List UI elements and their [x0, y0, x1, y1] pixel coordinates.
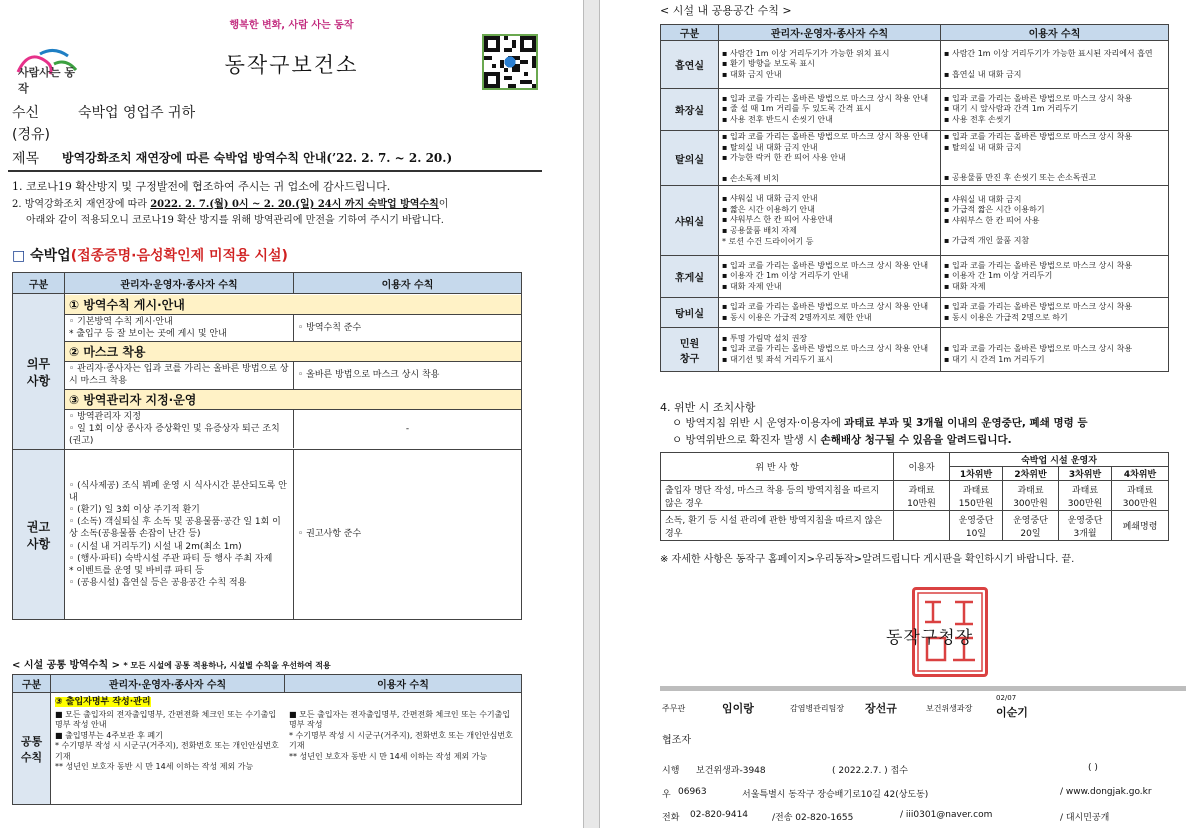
common-content: [51, 693, 522, 805]
facility-row: [661, 186, 1169, 256]
col-gubun: 구분: [13, 273, 65, 294]
enforce-value: 보건위생과-3948: [696, 766, 766, 776]
zip: 06963: [678, 787, 707, 797]
facility-user-item: [944, 163, 1165, 173]
duty-title-1: ① 방역수칙 게시·안내: [65, 295, 521, 314]
facility-table: [660, 24, 1169, 372]
facility-row-label: 탕비실: [661, 298, 719, 328]
pen-row2-v3: 운영중단 3개월: [1059, 511, 1112, 541]
facility-manager-item: ▪ 입과 코를 가리는 올바른 방법으로 마스크 상시 착용 안내: [722, 344, 929, 354]
facility-manager-item: ▪ 줄 설 때 1m 거리를 두 있도록 간격 표시: [722, 104, 872, 114]
pen-col-2: 2차위반: [1003, 467, 1059, 481]
facility-manager-item: ▪ 짧은 시간 이용하기 안내: [722, 204, 815, 214]
tel-label: 전화: [662, 813, 680, 823]
facility-manager-cell: [719, 328, 941, 372]
page-divider: [583, 0, 600, 828]
facility-manager-item: ▪ 대화 금지 안내: [722, 69, 782, 79]
contact-line: [662, 810, 1182, 824]
recommend-item: ◦ (식사제공) 조식 뷔페 운영 시 식사시간 분산되도록 안내: [69, 480, 287, 503]
facility-manager-item: * 로션 수건 드라이어기 등: [722, 236, 814, 246]
enforce-label: 시행: [662, 766, 680, 776]
common-col-gubun: 구분: [13, 675, 51, 693]
facility-user-item: ▪ 입과 코를 가리는 올바른 방법으로 마스크 상시 착용: [944, 302, 1133, 312]
facility-user-item: [944, 153, 1165, 163]
facility-user-cell: [941, 328, 1169, 372]
duty-item: ◦ 방역관리자 지정: [69, 411, 141, 422]
facility-user-item: ▪ 사용 전후 손씻기: [944, 114, 1012, 124]
recommend-item: * 이벤트를 운영 및 바비큐 파티 등: [69, 565, 204, 576]
facility-user-item: ▪ 입과 코를 가리는 올바른 방법으로 마스크 상시 착용: [944, 93, 1133, 103]
common-manager-item: ■ 모든 출입자의 전자출입명부, 간편전화 체크인 또는 수기출입명부 작성 안내: [55, 710, 277, 730]
facility-row-label: 민원 창구: [661, 328, 719, 372]
common-manager-item: ■ 출입명부는 4주보관 후 폐기: [55, 730, 163, 740]
duty-user-1: ◦ 방역수칙 준수: [298, 323, 362, 334]
common-table: [12, 674, 522, 805]
duty-user-3: -: [405, 423, 410, 434]
facility-user-item: ▪ 대기 시 간격 1m 거리두기: [944, 354, 1045, 364]
pen-row1-v4: 과태료 300만원: [1112, 481, 1169, 511]
facility-row-label: 휴게실: [661, 256, 719, 298]
facility-user-item: ▪ 입과 코를 가리는 올바른 방법으로 마스크 상시 착용: [944, 260, 1133, 270]
facility-col-manager: 관리자·운영자·종사자 수칙: [719, 25, 941, 41]
recommend-label: 권고 사항: [13, 450, 65, 620]
facility-manager-cell: [719, 298, 941, 328]
address-line: [662, 787, 1182, 801]
facility-user-item: [944, 226, 1165, 236]
recommend-item: ◦ (공용시설) 흡연실 등은 공용공간 수칙 적용: [69, 577, 247, 588]
facility-user-cell: [941, 256, 1169, 298]
logo-text: 사람사는 동작: [18, 66, 75, 95]
violation-2-lead: ㅇ 방역위반으로 확진자 발생 시: [672, 434, 821, 446]
recommend-item: ◦ (시설 내 거리두기) 시설 내 2m(최소 1m): [69, 541, 242, 552]
facility-row: [661, 256, 1169, 298]
facility-manager-item: ▪ 가능한 락커 한 칸 띄어 사용 안내: [722, 153, 846, 163]
fax: /전송 02-820-1655: [772, 813, 854, 823]
sign-name-2: 장선규: [865, 702, 897, 715]
paragraph-2-continued: 아래와 같이 적용되오니 코로나19 확산 방지를 위해 방역관리에 만전을 기하여 주시기 바랍니다.: [26, 215, 444, 226]
recipient: 숙박업 영업주 귀하: [78, 105, 196, 121]
facility-user-item: ▪ 입과 코를 가리는 올바른 방법으로 마스크 상시 착용: [944, 132, 1133, 142]
facility-row: [661, 41, 1169, 89]
sign-date: 02/07: [996, 694, 1017, 702]
tel: 02-820-9414: [690, 810, 749, 820]
facility-user-item: ▪ 샤워실 내 대화 금지: [944, 194, 1022, 204]
facility-manager-cell: [719, 41, 941, 89]
duty-item: ◦ 관리자·종사자는 입과 코를 가리는 올바른 방법으로 상시 마스크 착용: [65, 362, 294, 388]
facility-user-item: ▪ 사람간 1m 이상 거리두기가 가능한 표시된 자리에서 흡연: [944, 48, 1153, 58]
email: / iii0301@naver.com: [900, 810, 993, 820]
col-user: 이용자 수칙: [294, 273, 522, 294]
violation-2-emph: 손해배상 청구될 수 있음을 알려드립니다.: [820, 434, 1012, 446]
common-subtitle: ③ 출입자명부 작성·관리: [55, 697, 151, 707]
recommend-user: ◦ 권고사항 준수: [294, 450, 522, 620]
common-col-user: 이용자 수칙: [285, 675, 522, 693]
facility-user-item: ▪ 가급적 짧은 시간 이용하기: [944, 205, 1045, 215]
document-page-right: [600, 0, 1194, 828]
common-user-item: * 수기명부 작성 시 시군구(거주지), 전화번호 또는 개인안심번호 기재: [289, 730, 513, 751]
qr-code: [482, 34, 538, 90]
facility-manager-item: ▪ 이용자 간 1m 이상 거리두기 안내: [722, 271, 849, 281]
facility-user-item: ▪ 동시 이용은 가급적 2명으로 하기: [944, 312, 1068, 322]
section-heading: [12, 245, 288, 265]
common-note: * 모든 시설에 공통 적용하나, 시설별 수칙을 우선하여 적용: [123, 661, 331, 670]
facility-manager-item: ▪ 샤워실 내 대화 금지 안내: [722, 194, 818, 204]
facility-col-user: 이용자 수칙: [941, 25, 1169, 41]
facility-manager-item: ▪ 투명 가림막 설치 권장: [722, 333, 808, 343]
facility-user-item: ▪ 흡연실 내 대화 금지: [944, 69, 1022, 79]
signature-rule: [660, 686, 1186, 691]
facility-manager-item: ▪ 입과 코를 가리는 올바른 방법으로 마스크 상시 착용 안내: [722, 132, 929, 141]
facility-user-item: ▪ 이용자 간 1m 이상 거리두기: [944, 271, 1053, 281]
facility-user-item: ▪ 대화 자제: [944, 281, 986, 291]
duty-title-3: ③ 방역관리자 지정·운영: [65, 390, 521, 409]
facility-manager-item: ▪ 입과 코를 가리는 올바른 방법으로 마스크 상시 착용 안내: [722, 302, 929, 312]
pen-row2-desc: 소독, 환기 등 시설 관리에 관한 방역지침을 따르지 않은 경우: [661, 511, 894, 541]
facility-col-gubun: 구분: [661, 25, 719, 41]
facility-manager-cell: [719, 89, 941, 131]
facility-manager-cell: [719, 256, 941, 298]
violation-1-lead: ㅇ 방역지침 위반 시 운영자·이용자에: [672, 417, 845, 429]
via: (경유): [12, 127, 50, 143]
facility-row: [661, 298, 1169, 328]
website: / www.dongjak.go.kr: [1060, 787, 1152, 797]
facility-manager-item: ▪ 입과 코를 가리는 올바른 방법으로 마스크 상시 착용 안내: [722, 93, 929, 103]
facility-user-cell: [941, 89, 1169, 131]
facility-user-item: ▪ 공용물품 만진 후 손씻기 또는 손소독권고: [944, 173, 1097, 183]
pen-row1-v3: 과태료 300만원: [1059, 481, 1112, 511]
pen-row1-desc: 출입자 명단 작성, 마스크 착용 등의 방역지침을 따르지 않은 경우: [661, 481, 894, 511]
cooperator: 협조자: [662, 735, 691, 746]
paragraph-2-lead: 2. 방역강화조치 재연장에 따라: [12, 199, 151, 210]
rules-table-header: [13, 273, 522, 294]
disclosure: / 대시민공개: [1060, 813, 1110, 823]
common-manager-item: ** 성년인 보호자 동반 시 만 14세 이하는 작성 제외 가능: [55, 761, 254, 771]
facility-manager-cell: [719, 186, 941, 256]
recommend-row: [13, 450, 522, 620]
facility-manager-item: ▪ 대화 자제 안내: [722, 281, 782, 291]
pen-row1-user: 과태료 10만원: [894, 481, 950, 511]
pen-row2-user: [894, 511, 950, 541]
paragraph-2-period: 2022. 2. 7.(월) 0시 ~ 2. 20.(일) 24시 까지 숙박업 방역수칙: [150, 199, 439, 210]
section-note: (접종증명·음성확인제 미적용 시설): [70, 248, 288, 264]
recommend-items: [65, 450, 294, 620]
facility-manager-item: ▪ 사람간 1m 이상 거리두기가 가능한 위치 표시: [722, 48, 890, 58]
facility-title: < 시설 내 공용공간 수칙 >: [660, 4, 792, 17]
pen-row1-v2: 과태료 300만원: [1003, 481, 1059, 511]
pen-row-1: [661, 481, 1169, 511]
facility-user-item: [944, 60, 1165, 70]
section-box: □: [12, 248, 26, 264]
paragraph-1: 1. 코로나19 확산방지 및 구정발전에 협조하여 주시는 귀 업소에 감사드립니다.: [12, 180, 391, 193]
duty-row: [13, 294, 522, 450]
common-row-label: 공통 수칙: [13, 693, 51, 805]
common-user-item: ** 성년인 보호자 동반 시 만 14세 이하는 작성 제외 가능: [289, 751, 488, 761]
facility-manager-cell: [719, 131, 941, 186]
pen-col-4: 4차위반: [1112, 467, 1169, 481]
recommend-item: ◦ (소독) 객실퇴실 후 소독 및 공용물품·공간 일 1회 이상 소독(공용물품 손잡이 난간 등): [69, 517, 281, 540]
zip-label: 우: [662, 790, 671, 800]
facility-row-label: 탈의실: [661, 131, 719, 186]
facility-rows: [661, 41, 1169, 372]
facility-user-item: ▪ 대기 시 앞사람과 간격 1m 거리두기: [944, 104, 1079, 114]
common-manager-item: * 수기명부 작성 시 시군구(거주지), 전화번호 또는 개인안심번호 기재: [55, 741, 279, 761]
pen-row2-v4: 폐쇄명령: [1112, 511, 1169, 541]
pen-col-1: 1차위반: [950, 467, 1003, 481]
paragraph-2-tail: 이: [438, 199, 449, 210]
facility-manager-item: ▪ 환기 방향을 보도록 표시: [722, 59, 815, 69]
facility-row-label: 흡연실: [661, 41, 719, 89]
subject-label: 제목: [12, 151, 40, 167]
duty-title-2: ② 마스크 착용: [65, 342, 521, 361]
common-title: < 시설 공통 방역수칙 >: [12, 660, 120, 671]
paragraph-2: [12, 195, 448, 210]
facility-manager-item: ▪ 동시 이용은 가급적 2명까지로 제한 안내: [722, 312, 872, 322]
sign-name-1: 임이랑: [722, 702, 754, 715]
facility-user-item: ▪ 입과 코를 가리는 올바른 방법으로 마스크 상시 착용: [944, 344, 1133, 354]
facility-row-label: 샤워실: [661, 186, 719, 256]
facility-user-item: ▪ 샤워부스 한 칸 띄어 사용: [944, 215, 1040, 225]
violation-line-1: [672, 415, 1088, 430]
facility-manager-item: [722, 164, 937, 174]
sign-label-1: 주무관: [662, 704, 686, 713]
facility-manager-item: ▪ 샤워부스 한 칸 띄어 사용안내: [722, 215, 833, 225]
pen-col-violation: 위 반 사 항: [661, 453, 894, 481]
facility-user-cell: [941, 298, 1169, 328]
slogan: 행복한 변화, 사람 사는 동작: [229, 20, 354, 31]
duty-item: ◦ 일 1회 이상 종사자 증상확인 및 유증상자 퇴근 조치(권고): [69, 423, 280, 446]
subject-rule: [8, 170, 542, 172]
facility-user-item: ▪ 가급적 개인 물품 지참: [944, 236, 1030, 246]
rules-table: [12, 272, 522, 620]
document-page-left: [0, 0, 583, 828]
enforce-paren: ( ): [1088, 763, 1098, 773]
sign-label-2: 감염병관리팀장: [790, 704, 845, 713]
sign-name-3: 이순기: [996, 706, 1028, 719]
pen-col-3: 3차위반: [1059, 467, 1112, 481]
pen-row2-v1: 운영중단 10일: [950, 511, 1003, 541]
enforce-date: ( 2022.2.7. ) 접수: [832, 766, 908, 776]
penalty-table: [660, 452, 1169, 541]
facility-manager-item: ▪ 입과 코를 가리는 올바른 방법으로 마스크 상시 착용 안내: [722, 260, 929, 270]
duty-label: 의무 사항: [13, 294, 65, 450]
facility-manager-item: ▪ 사용 전후 반드시 손씻기 안내: [722, 114, 833, 124]
qr-code-graphic: [484, 36, 536, 88]
address: 서울특별시 동작구 장승배기로10길 42(상도동): [742, 790, 929, 800]
sign-label-3: 보건위생과장: [926, 704, 973, 713]
duty-item: ◦ 기본방역 수칙 게시·안내: [69, 317, 173, 327]
subject: 방역강화조치 재연장에 따른 숙박업 방역수칙 안내(’22. 2. 7. ~ 2. 20.): [62, 151, 453, 165]
pen-row-2: [661, 511, 1169, 541]
facility-manager-item: ▪ 대기선 및 좌석 거리두기 표시: [722, 354, 833, 364]
facility-manager-item: ▪ 공용물품 배치 자제: [722, 225, 797, 235]
duty-user-2: ◦ 올바른 방법으로 마스크 상시 착용: [298, 370, 440, 381]
duty-sections: [65, 294, 522, 450]
facility-row: [661, 131, 1169, 186]
common-heading: [12, 656, 331, 671]
violation-title: 4. 위반 시 조치사항: [660, 401, 756, 414]
footnote: ※ 자세한 사항은 동작구 홈페이지>우리동작>알려드립니다 게시판을 확인하시기 바랍니다. 끝.: [660, 554, 1075, 565]
duty-item: * 출입구 등 잘 보이는 곳에 게시 및 안내: [69, 329, 227, 340]
facility-user-item: [944, 334, 1165, 344]
violation-1-emph: 과태료 부과 및 3개월 이내의 운영중단, 폐쇄 명령 등: [844, 417, 1088, 429]
mayor: 동작구청장: [886, 628, 974, 648]
col-manager: 관리자·운영자·종사자 수칙: [65, 273, 294, 294]
facility-row-label: 화장실: [661, 89, 719, 131]
recipient-label: 수신: [12, 105, 40, 121]
pen-col-user: 이용자: [894, 453, 950, 481]
org-title: 동작구보건소: [224, 53, 359, 77]
section-title: 숙박업: [30, 248, 71, 264]
violation-line-2: [672, 432, 1012, 447]
facility-user-cell: [941, 41, 1169, 89]
recommend-item: ◦ (행사·파티) 숙박시설 주관 파티 등 행사 주최 자제: [69, 553, 273, 564]
enforcement-line: [662, 763, 1182, 777]
pen-row1-v1: 과태료 150만원: [950, 481, 1003, 511]
facility-user-cell: [941, 131, 1169, 186]
facility-manager-item: ▪ 탈의실 내 대화 금지 안내: [722, 142, 818, 152]
facility-user-item: ▪ 탈의실 내 대화 금지: [944, 142, 1022, 152]
facility-user-cell: [941, 186, 1169, 256]
facility-manager-item: ▪ 손소독제 비치: [722, 173, 779, 183]
recommend-item: ◦ (환기) 일 3회 이상 주기적 환기: [69, 505, 200, 516]
signature-block: [660, 694, 1186, 724]
common-col-manager: 관리자·운영자·종사자 수칙: [51, 675, 285, 693]
facility-row: [661, 89, 1169, 131]
pen-row2-v2: 운영중단 20일: [1003, 511, 1059, 541]
common-user-item: ■ 모든 출입자는 전자출입명부, 간편전화 체크인 또는 수기출입명부 작성: [289, 710, 511, 730]
facility-row: [661, 328, 1169, 372]
pen-col-operator: 숙박업 시설 운영자: [950, 453, 1169, 467]
